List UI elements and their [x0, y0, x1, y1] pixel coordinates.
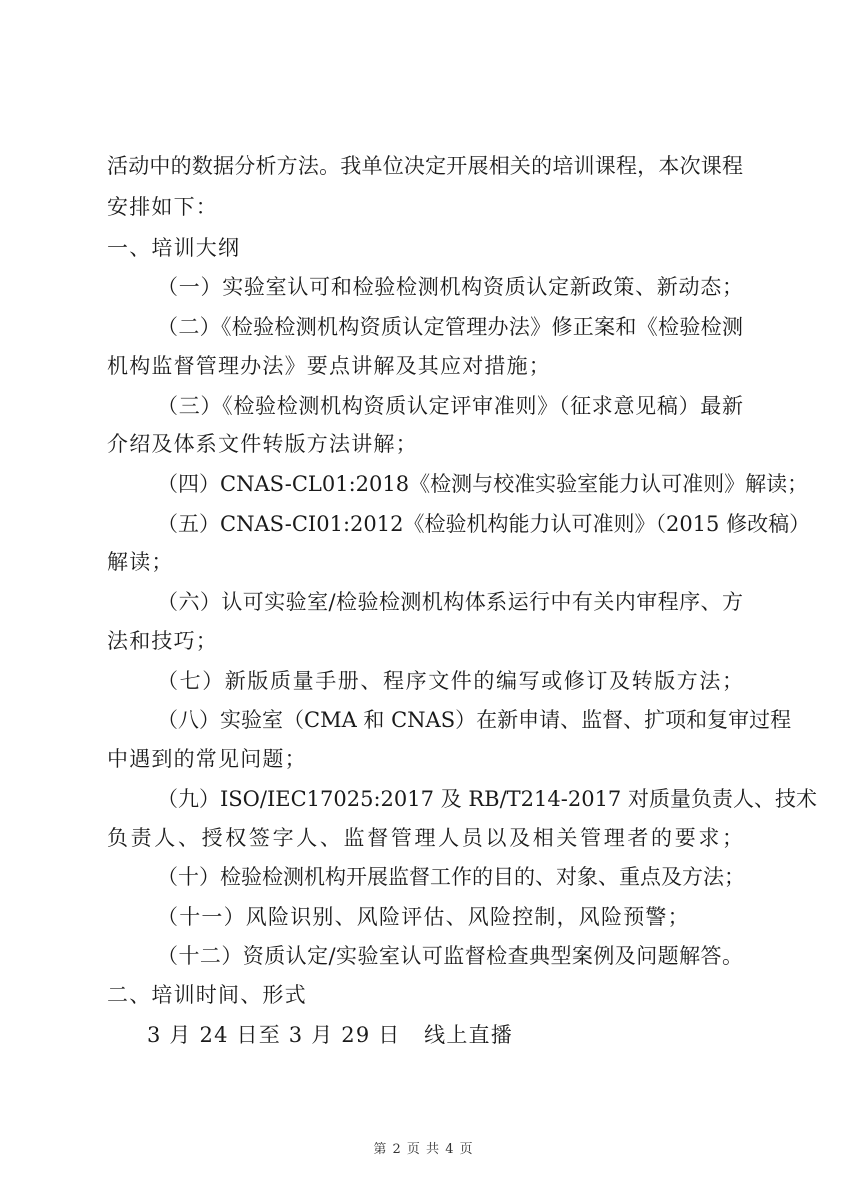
outline-item-6-line-1: （六）认可实验室/检验检测机构体系运行中有关内审程序、方: [157, 590, 743, 614]
outline-item-9-line-1: （九）ISO/IEC17025:2017 及 RB/T214-2017 对质量负责人、技术: [157, 787, 817, 811]
outline-item-11: （十一）风险识别、风险评估、风险控制，风险预警；: [157, 905, 690, 929]
section-heading-outline: 一、培训大纲: [107, 236, 241, 260]
outline-item-12: （十二）资质认定/实验室认可监督检查典型案例及问题解答。: [157, 944, 743, 968]
outline-item-10: （十）检验检测机构开展监督工作的目的、对象、重点及方法；: [157, 865, 745, 889]
outline-item-3-line-1: （三）《检验检测机构资质认定评审准则》（征求意见稿）最新: [157, 394, 743, 418]
outline-item-1: （一）实验室认可和检验检测机构资质认定新政策、新动态；: [157, 275, 743, 299]
outline-item-2-line-2: 机构监督管理办法》要点讲解及其应对措施；: [107, 354, 551, 378]
outline-item-4: （四）CNAS-CL01:2018《检测与校准实验室能力认可准则》解读；: [157, 472, 809, 496]
outline-item-3-line-2: 介绍及体系文件转版方法讲解；: [107, 432, 418, 456]
intro-line-1: 活动中的数据分析方法。我单位决定开展相关的培训课程，本次课程: [107, 154, 743, 178]
intro-line-2: 安排如下：: [107, 195, 218, 219]
outline-item-2-line-1: （二）《检验检测机构资质认定管理办法》修正案和《检验检测: [157, 315, 743, 339]
outline-item-9-line-2: 负责人、授权签字人、监督管理人员以及相关管理者的要求；: [107, 826, 743, 850]
outline-item-8-line-1: （八）实验室（CMA 和 CNAS）在新申请、监督、扩项和复审过程: [157, 708, 792, 732]
outline-item-5-line-1: （五）CNAS-CI01:2012《检验机构能力认可准则》（2015 修改稿）: [157, 512, 811, 536]
schedule-text: 3 月 24 日至 3 月 29 日 线上直播: [147, 1023, 513, 1047]
outline-item-7: （七）新版质量手册、程序文件的编写或修订及转版方法；: [157, 669, 743, 693]
section-heading-schedule: 二、培训时间、形式: [107, 983, 307, 1007]
outline-item-8-line-2: 中遇到的常见问题；: [107, 747, 307, 771]
outline-item-6-line-2: 法和技巧；: [107, 629, 218, 653]
page-number: 第 2 页 共 4 页: [373, 1142, 474, 1157]
outline-item-5-line-2: 解读；: [107, 550, 174, 574]
